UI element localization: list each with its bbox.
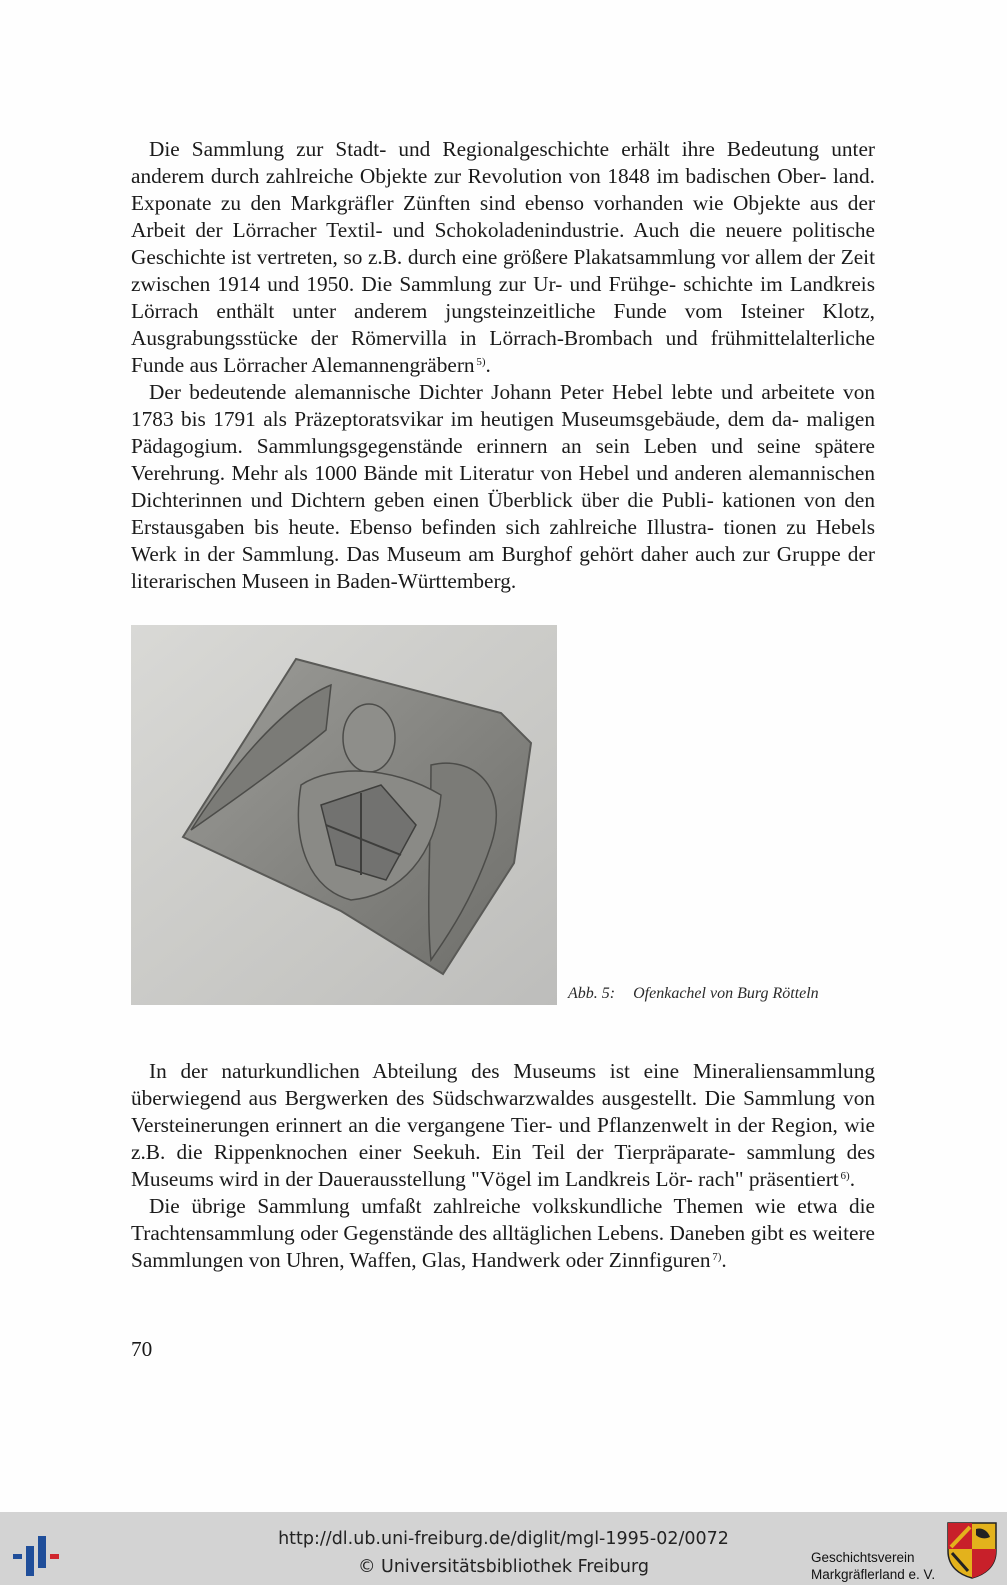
figure-caption — [568, 985, 819, 1003]
figure-caption-text: Ofenkachel von Burg Rötteln — [633, 985, 819, 1002]
figure-photo-ofenkachel — [131, 625, 557, 1005]
body-text-bottom — [131, 1058, 875, 1274]
footnote-ref[interactable]: 7) — [712, 1251, 722, 1263]
paragraph-collections: Die Sammlung zur Stadt- und Regionalgeschichte erhält ihre Bedeutung unter anderem durch zahlreiche Objekte zur Revolution von 1848 im badischen Ober- land. Exponate zu den Markgräfler Zünften sind ebenso vorhanden wie Objekte aus der Arbeit der Lörracher Textil- und Schokoladenindustrie. Auch die neuere politische Geschichte ist vertreten, so z.B. durch eine größere Plakatsammlung vor allem der Zeit zwischen 1914 und 1950. Die Sammlung zur Ur- und Frühge- schichte im Landkreis Lörrach enthält unter anderem jungsteinzeitliche Funde vom Isteiner Klotz, Ausgrabungsstücke der Römervilla in Lörrach-Brombach und frühmittelalterliche Funde aus Lörracher Alemannengräbern $^{5)}$. — [131, 137, 875, 377]
source-url-link[interactable]: http://dl.ub.uni-freiburg.de/diglit/mgl-1995-02/0072 — [278, 1529, 729, 1549]
paragraph-hebel: Der bedeutende alemannische Dichter Johann Peter Hebel lebte und arbeitete von 1783 bis 1791 als Präzeptoratsvikar im heutigen Museumsgebäude, dem da- maligen Pädagogium. Sammlungsgegenstände erinnern an sein Leben und seine spätere Verehrung. Mehr als 1000 Bände mit Literatur von Hebel und anderen alemannischen Dichterinnen und Dichtern geben einen Überblick über die Publi- kationen von den Erstausgaben bis heute. Ebenso befinden sich zahlreiche Illustra- tionen zu Hebels Werk in der Sammlung. Das Museum am Burghof gehört daher auch zur Gruppe der literarischen Museen in Baden-Württemberg. — [131, 380, 875, 593]
society-name — [811, 1549, 935, 1583]
footnote-ref[interactable]: 6) — [840, 1170, 850, 1182]
paragraph-nature: In der naturkundlichen Abteilung des Museums ist eine Mineraliensammlung überwiegend aus Bergwerken des Südschwarzwaldes ausgestellt. Die Sammlung von Versteinerungen erinnert an die vergangene Tier- und Pflanzenwelt in der Region, wie z.B. die Rippenknochen einer Seekuh. Ein Teil der Tierpräparate- sammlung des Museums wird in der Dauerausstellung "Vögel im Landkreis Lör- rach" präsentiert $^{6)}$. — [131, 1059, 875, 1191]
page-number: 70 — [131, 1337, 153, 1361]
paragraph-folklore: Die übrige Sammlung umfaßt zahlreiche volkskundliche Themen wie etwa die Trachtensammlung oder Gegenstände des alltäglichen Lebens. Daneben gibt es weitere Sammlungen von Uhren, Waffen, Glas, Handwerk oder Zinnfiguren $^{7)}$. — [131, 1194, 875, 1272]
stove-tile-photo — [131, 625, 557, 1005]
footnote-ref[interactable]: 5) — [476, 356, 486, 368]
society-name-line1: Geschichtsverein — [811, 1550, 915, 1565]
figure-number: Abb. 5: — [568, 985, 616, 1002]
body-text-top — [131, 136, 875, 595]
society-name-line2: Markgräflerland e. V. — [811, 1567, 936, 1582]
coat-of-arms-icon — [946, 1521, 998, 1579]
footer-bar — [0, 1512, 1007, 1585]
copyright-notice: © Universitätsbibliothek Freiburg — [357, 1557, 650, 1577]
